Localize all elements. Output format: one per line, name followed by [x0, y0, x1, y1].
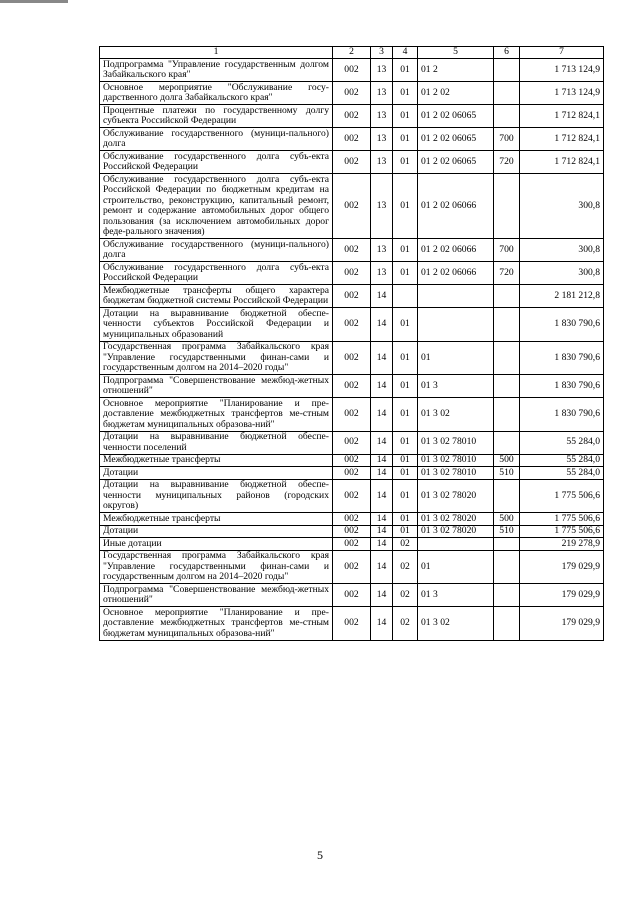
target-article-cell: 01 — [418, 550, 494, 584]
row-name-cell: Обслуживание государственного долга субъ-екта Российской Федерации по бюджетным кредитам на строительство, реконструкцию, капитальный ремонт, ремонт и содержание автомобильных дорог общего пользования (за исключением автомобильных дорог феде-рального значения) — [100, 174, 333, 239]
subsection-cell: 01 — [393, 174, 418, 239]
expense-type-cell — [494, 479, 520, 513]
header-cell: 7 — [520, 47, 604, 59]
row-name-cell: Межбюджетные трансферты — [100, 513, 333, 526]
row-name-cell: Государственная программа Забайкальского края "Управление государственными финан-сами и государственным долгом на 2014–2020 годы" — [100, 341, 333, 375]
amount-cell: 1 830 790,6 — [520, 375, 604, 398]
target-article-cell: 01 3 02 78010 — [418, 431, 494, 454]
amount-cell: 1 775 506,6 — [520, 525, 604, 538]
subsection-cell: 01 — [393, 398, 418, 432]
amount-cell: 1 830 790,6 — [520, 308, 604, 342]
expense-type-cell: 720 — [494, 151, 520, 174]
amount-cell: 300,8 — [520, 239, 604, 262]
target-article-cell — [418, 285, 494, 308]
row-name-cell: Иные дотации — [100, 538, 333, 551]
row-name-cell: Основное мероприятие "Планирование и пре-доставление межбюджетных трансфертов ме-стным бюджетам муниципальных образова-ний" — [100, 398, 333, 432]
section-cell: 14 — [371, 375, 393, 398]
admin-code-cell: 002 — [333, 398, 371, 432]
row-name-cell: Обслуживание государственного (муници-пального) долга — [100, 239, 333, 262]
section-cell: 14 — [371, 431, 393, 454]
row-name-cell: Дотации на выравнивание бюджетной обеспе-ченности поселений — [100, 431, 333, 454]
admin-code-cell: 002 — [333, 262, 371, 285]
row-name-cell: Дотации — [100, 467, 333, 480]
row-name-cell: Подпрограмма "Совершенствование межбюд-жетных отношений" — [100, 584, 333, 607]
amount-cell: 179 029,9 — [520, 584, 604, 607]
target-article-cell — [418, 308, 494, 342]
subsection-cell: 01 — [393, 431, 418, 454]
subsection-cell: 01 — [393, 454, 418, 467]
table-row — [100, 82, 604, 105]
table-row — [100, 607, 604, 641]
expense-type-cell — [494, 285, 520, 308]
amount-cell: 179 029,9 — [520, 550, 604, 584]
amount-cell: 55 284,0 — [520, 467, 604, 480]
admin-code-cell: 002 — [333, 550, 371, 584]
subsection-cell: 01 — [393, 151, 418, 174]
admin-code-cell: 002 — [333, 174, 371, 239]
expense-type-cell: 510 — [494, 525, 520, 538]
admin-code-cell: 002 — [333, 285, 371, 308]
amount-cell: 219 278,9 — [520, 538, 604, 551]
amount-cell: 179 029,9 — [520, 607, 604, 641]
expense-type-cell — [494, 82, 520, 105]
section-cell: 14 — [371, 538, 393, 551]
header-cell: 6 — [494, 47, 520, 59]
table-row — [100, 308, 604, 342]
row-name-cell: Обслуживание государственного долга субъ-екта Российской Федерации — [100, 151, 333, 174]
table-row — [100, 479, 604, 513]
section-cell: 14 — [371, 550, 393, 584]
subsection-cell: 01 — [393, 105, 418, 128]
subsection-cell: 01 — [393, 467, 418, 480]
target-article-cell: 01 2 02 06066 — [418, 262, 494, 285]
target-article-cell: 01 2 — [418, 59, 494, 82]
amount-cell: 1 713 124,9 — [520, 59, 604, 82]
section-cell: 14 — [371, 467, 393, 480]
section-cell: 13 — [371, 105, 393, 128]
header-cell: 2 — [333, 47, 371, 59]
subsection-cell: 01 — [393, 308, 418, 342]
expense-type-cell: 500 — [494, 454, 520, 467]
row-name-cell: Подпрограмма "Совершенствование межбюд-жетных отношений" — [100, 375, 333, 398]
amount-cell: 300,8 — [520, 262, 604, 285]
section-cell: 13 — [371, 262, 393, 285]
row-name-cell: Государственная программа Забайкальского края "Управление государственными финан-сами и государственным долгом на 2014–2020 годы" — [100, 550, 333, 584]
header-cell: 4 — [393, 47, 418, 59]
admin-code-cell: 002 — [333, 479, 371, 513]
expense-type-cell — [494, 174, 520, 239]
target-article-cell: 01 3 02 78020 — [418, 513, 494, 526]
section-cell: 13 — [371, 174, 393, 239]
admin-code-cell: 002 — [333, 151, 371, 174]
table-row — [100, 513, 604, 526]
subsection-cell: 01 — [393, 262, 418, 285]
section-cell: 13 — [371, 239, 393, 262]
expense-type-cell — [494, 375, 520, 398]
top-edge-mark — [0, 0, 68, 3]
subsection-cell: 01 — [393, 341, 418, 375]
target-article-cell: 01 2 02 06065 — [418, 151, 494, 174]
subsection-cell: 02 — [393, 607, 418, 641]
subsection-cell: 02 — [393, 538, 418, 551]
admin-code-cell: 002 — [333, 128, 371, 151]
target-article-cell: 01 2 02 06065 — [418, 128, 494, 151]
section-cell: 14 — [371, 398, 393, 432]
expense-type-cell: 500 — [494, 513, 520, 526]
table-row — [100, 584, 604, 607]
row-name-cell: Обслуживание государственного долга субъ-екта Российской Федерации — [100, 262, 333, 285]
table-row — [100, 341, 604, 375]
section-cell: 13 — [371, 82, 393, 105]
section-cell: 14 — [371, 479, 393, 513]
target-article-cell: 01 2 02 06066 — [418, 239, 494, 262]
subsection-cell: 01 — [393, 513, 418, 526]
admin-code-cell: 002 — [333, 341, 371, 375]
budget-table — [99, 46, 604, 641]
admin-code-cell: 002 — [333, 431, 371, 454]
subsection-cell: 02 — [393, 584, 418, 607]
expense-type-cell: 720 — [494, 262, 520, 285]
admin-code-cell: 002 — [333, 607, 371, 641]
subsection-cell: 01 — [393, 82, 418, 105]
expense-type-cell — [494, 538, 520, 551]
row-name-cell: Процентные платежи по государственному долгу субъекта Российской Федерации — [100, 105, 333, 128]
admin-code-cell: 002 — [333, 454, 371, 467]
admin-code-cell: 002 — [333, 525, 371, 538]
subsection-cell: 02 — [393, 550, 418, 584]
section-cell: 14 — [371, 584, 393, 607]
amount-cell: 1 713 124,9 — [520, 82, 604, 105]
admin-code-cell: 002 — [333, 538, 371, 551]
section-cell: 13 — [371, 151, 393, 174]
table-row — [100, 151, 604, 174]
page-number: 5 — [317, 848, 323, 862]
target-article-cell: 01 3 02 78020 — [418, 479, 494, 513]
expense-type-cell — [494, 308, 520, 342]
table-row — [100, 538, 604, 551]
table-row — [100, 262, 604, 285]
table-row — [100, 105, 604, 128]
header-cell: 1 — [100, 47, 333, 59]
target-article-cell: 01 3 02 — [418, 607, 494, 641]
target-article-cell: 01 3 02 78020 — [418, 525, 494, 538]
section-cell: 14 — [371, 607, 393, 641]
row-name-cell: Обслуживание государственного (муници-пального) долга — [100, 128, 333, 151]
row-name-cell: Основное мероприятие "Обслуживание госу-дарственного долга Забайкальского края" — [100, 82, 333, 105]
section-cell: 14 — [371, 285, 393, 308]
amount-cell: 2 181 212,8 — [520, 285, 604, 308]
admin-code-cell: 002 — [333, 105, 371, 128]
expense-type-cell — [494, 431, 520, 454]
table-row — [100, 128, 604, 151]
section-cell: 14 — [371, 525, 393, 538]
section-cell: 13 — [371, 128, 393, 151]
admin-code-cell: 002 — [333, 308, 371, 342]
amount-cell: 300,8 — [520, 174, 604, 239]
admin-code-cell: 002 — [333, 239, 371, 262]
subsection-cell: 01 — [393, 375, 418, 398]
subsection-cell: 01 — [393, 128, 418, 151]
row-name-cell: Дотации на выравнивание бюджетной обеспе-ченности субъектов Российской Федерации и муниципальных образований — [100, 308, 333, 342]
admin-code-cell: 002 — [333, 375, 371, 398]
header-cell: 3 — [371, 47, 393, 59]
amount-cell: 1 830 790,6 — [520, 398, 604, 432]
expense-type-cell: 700 — [494, 128, 520, 151]
section-cell: 13 — [371, 59, 393, 82]
amount-cell: 55 284,0 — [520, 431, 604, 454]
table-row — [100, 59, 604, 82]
expense-type-cell — [494, 607, 520, 641]
row-name-cell: Основное мероприятие "Планирование и пре-доставление межбюджетных трансфертов ме-стным бюджетам муниципальных образова-ний" — [100, 607, 333, 641]
table-body — [100, 59, 604, 641]
section-cell: 14 — [371, 341, 393, 375]
subsection-cell: 01 — [393, 525, 418, 538]
table-row — [100, 467, 604, 480]
row-name-cell: Межбюджетные трансферты — [100, 454, 333, 467]
target-article-cell: 01 2 02 06066 — [418, 174, 494, 239]
amount-cell: 1 775 506,6 — [520, 479, 604, 513]
expense-type-cell — [494, 105, 520, 128]
target-article-cell: 01 2 02 06065 — [418, 105, 494, 128]
table-row — [100, 285, 604, 308]
subsection-cell: 01 — [393, 59, 418, 82]
subsection-cell: 01 — [393, 239, 418, 262]
target-article-cell: 01 3 02 78010 — [418, 467, 494, 480]
row-name-cell: Дотации — [100, 525, 333, 538]
target-article-cell: 01 3 — [418, 375, 494, 398]
amount-cell: 55 284,0 — [520, 454, 604, 467]
admin-code-cell: 002 — [333, 513, 371, 526]
row-name-cell: Дотации на выравнивание бюджетной обеспе-ченности муниципальных районов (городских округов) — [100, 479, 333, 513]
target-article-cell: 01 2 02 — [418, 82, 494, 105]
table-row — [100, 431, 604, 454]
target-article-cell: 01 3 — [418, 584, 494, 607]
expense-type-cell — [494, 341, 520, 375]
header-row — [100, 47, 604, 59]
table-row — [100, 550, 604, 584]
amount-cell: 1 712 824,1 — [520, 128, 604, 151]
section-cell: 14 — [371, 513, 393, 526]
table-row — [100, 174, 604, 239]
table-row — [100, 454, 604, 467]
admin-code-cell: 002 — [333, 82, 371, 105]
admin-code-cell: 002 — [333, 584, 371, 607]
admin-code-cell: 002 — [333, 467, 371, 480]
section-cell: 14 — [371, 308, 393, 342]
expense-type-cell — [494, 550, 520, 584]
header-cell: 5 — [418, 47, 494, 59]
subsection-cell: 01 — [393, 479, 418, 513]
table-row — [100, 525, 604, 538]
section-cell: 14 — [371, 454, 393, 467]
amount-cell: 1 830 790,6 — [520, 341, 604, 375]
expense-type-cell — [494, 59, 520, 82]
target-article-cell: 01 3 02 — [418, 398, 494, 432]
amount-cell: 1 775 506,6 — [520, 513, 604, 526]
table-row — [100, 239, 604, 262]
target-article-cell: 01 — [418, 341, 494, 375]
expense-type-cell — [494, 584, 520, 607]
expense-type-cell — [494, 398, 520, 432]
expense-type-cell: 700 — [494, 239, 520, 262]
subsection-cell — [393, 285, 418, 308]
target-article-cell — [418, 538, 494, 551]
table-row — [100, 375, 604, 398]
expense-type-cell: 510 — [494, 467, 520, 480]
admin-code-cell: 002 — [333, 59, 371, 82]
amount-cell: 1 712 824,1 — [520, 151, 604, 174]
amount-cell: 1 712 824,1 — [520, 105, 604, 128]
row-name-cell: Межбюджетные трансферты общего характера бюджетам бюджетной системы Российской Федерации — [100, 285, 333, 308]
table-row — [100, 398, 604, 432]
target-article-cell: 01 3 02 78010 — [418, 454, 494, 467]
row-name-cell: Подпрограмма "Управление государственным долгом Забайкальского края" — [100, 59, 333, 82]
